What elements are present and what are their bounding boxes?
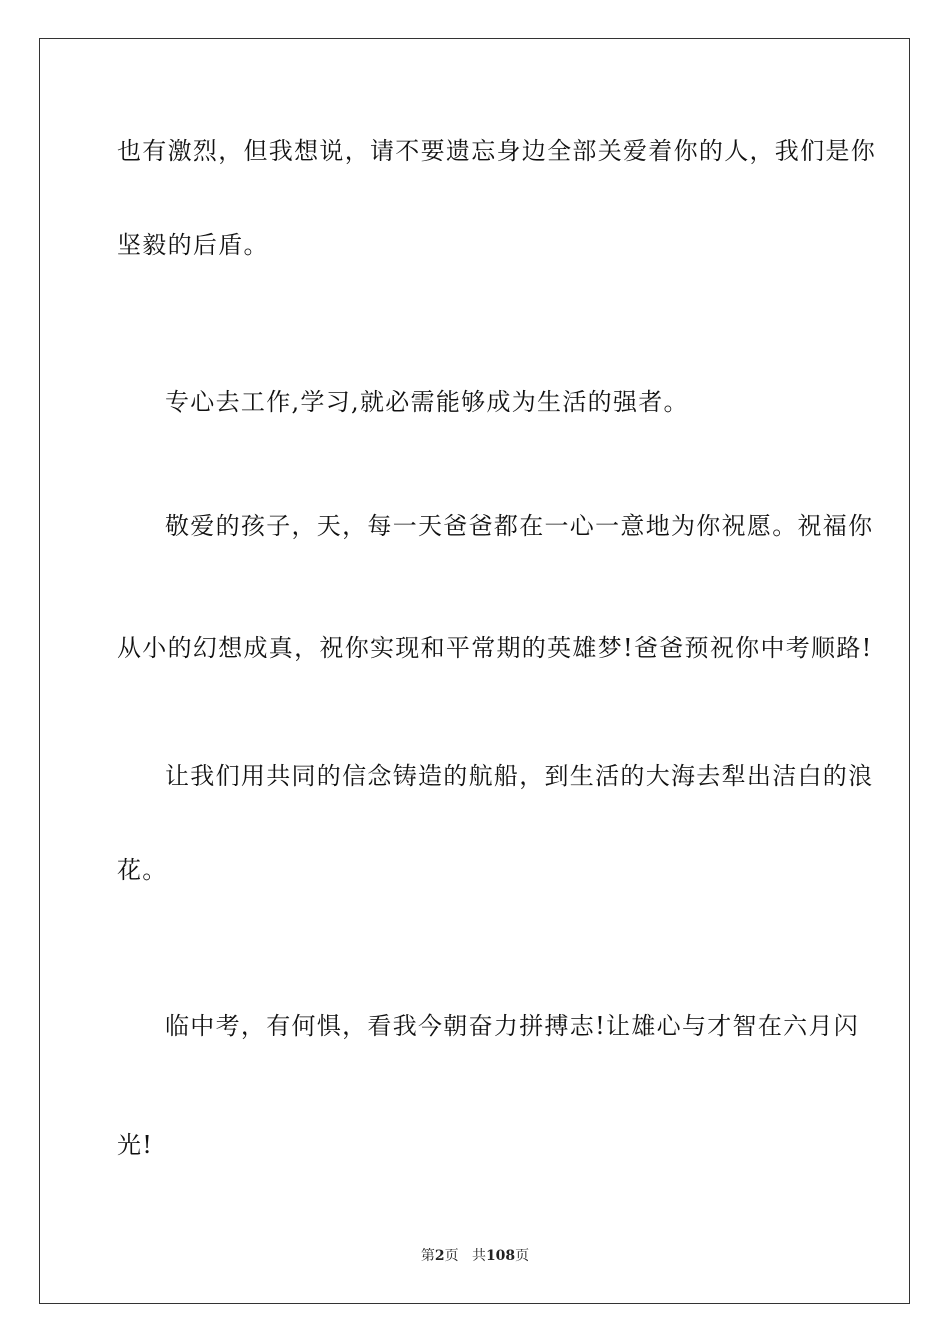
page-frame	[39, 38, 910, 1304]
footer-total-prefix: 共	[471, 1248, 486, 1264]
text-line: 敬爱的孩子，天，每一天爸爸都在一心一意地为你祝愿。祝福你	[165, 512, 874, 540]
footer-total-pages: 108	[485, 1248, 516, 1264]
text-line: 也有激烈，但我想说，请不要遗忘身边全部关爱着你的人，我们是你	[117, 137, 876, 165]
text-line: 让我们用共同的信念铸造的航船，到生活的大海去犁出洁白的浪	[165, 762, 874, 790]
text-line: 专心去工作,学习,就必需能够成为生活的强者。	[165, 388, 689, 416]
text-line: 临中考，有何惧，看我今朝奋力拼搏志!让雄心与才智在六月闪	[165, 1012, 860, 1040]
footer-page-prefix: 第	[420, 1248, 435, 1264]
footer-page-suffix: 页	[444, 1248, 459, 1264]
footer-total-suffix: 页	[515, 1248, 530, 1264]
text-line: 从小的幻想成真，祝你实现和平常期的英雄梦!爸爸预祝你中考顺路!	[117, 634, 873, 662]
text-line: 坚毅的后盾。	[117, 231, 269, 259]
text-line: 光!	[117, 1131, 154, 1159]
text-line: 花。	[117, 856, 168, 884]
footer-page-number: 2	[434, 1248, 445, 1264]
page-footer	[0, 1247, 950, 1265]
